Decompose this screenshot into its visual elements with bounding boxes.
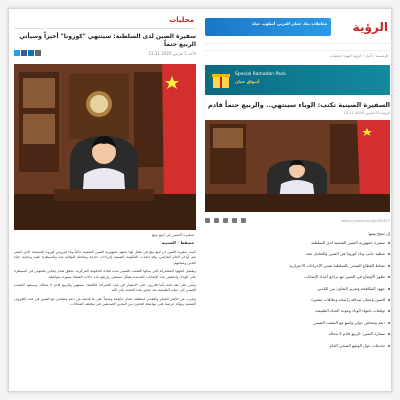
article-title[interactable]: سفيرة الصين لدى السلطنة: سينتهي "كورونا" أخيراً وسيأتي الربيع حتماً	[19, 33, 196, 48]
header-banner-ad[interactable]	[205, 18, 331, 36]
article-date: الأحد 1 مارس 2020 12:11	[148, 51, 196, 56]
list-item[interactable]: تحديثات حول الوضع الصحي العام	[205, 343, 390, 348]
share-bar	[205, 218, 390, 223]
nav-bar	[205, 43, 390, 51]
photo-caption: سفيرة الصين لي لينغ بينغ	[152, 232, 194, 237]
email-icon[interactable]	[232, 218, 237, 223]
ambassador-photo	[14, 64, 196, 230]
facebook-icon[interactable]	[205, 218, 210, 223]
list-item[interactable]: سفارة الصين: الربيع قادم لا محالة	[205, 331, 390, 336]
article-photo	[205, 120, 390, 212]
ad-subtitle: أسواق عمان	[235, 79, 260, 84]
ambassador-photo	[205, 120, 390, 212]
list-item[interactable]: تغطية جانب وباء كورونا في الصين والتعامل معه	[205, 251, 390, 256]
short-link[interactable]: https://alroya.om/p/261407	[340, 218, 390, 223]
twitter-icon[interactable]	[14, 50, 20, 56]
facebook-icon[interactable]	[21, 50, 27, 56]
article-body	[14, 250, 196, 311]
ad-title: Special Ramadan Pack	[235, 72, 286, 77]
site-header	[205, 14, 390, 40]
gift-icon	[211, 70, 231, 90]
list-item[interactable]: الصين وعمان صداقة راسخة وعلاقات متميزة	[205, 297, 390, 302]
article-title[interactable]: السفيرة الصينية تكتب: الوباء سينتهي.. والربيع حتماً قادم	[208, 101, 390, 109]
body-paragraph: ونحن على ثقة تامة بأننا قادرون على الانتصار في هذه المعركة، فالشتاء سينتهي والربيع قادم لا محالة، وسيعود الشعب الصيني إلى حياته الطبيعية بعد تجاوز هذه المحنة بإذن الله.	[14, 283, 196, 293]
article-left-panel	[14, 14, 196, 386]
share-icons	[205, 218, 246, 223]
divider	[14, 28, 196, 29]
category-label[interactable]: محليات	[169, 16, 194, 24]
linkedin-icon[interactable]	[28, 50, 34, 56]
list-item[interactable]: توقعات بانتهاء الوباء وعودة الحياة الطبيعية	[205, 308, 390, 313]
article-photo	[14, 64, 196, 230]
list-item[interactable]: تطور الأوضاع في الصين مع تراجع أعداد الإصابات	[205, 274, 390, 279]
ramadan-ad-banner[interactable]	[205, 65, 390, 95]
list-item[interactable]: دعم وتضامن دولي واسع مع الشعب الصيني	[205, 320, 390, 325]
breadcrumb[interactable]: الرئيسية / أخبار / الرؤية اليوم / محليات	[329, 54, 388, 58]
list-item[interactable]: نشاط القطاع الصحي بالسلطنة ضمن الإجراءات الاحترازية	[205, 263, 390, 268]
dateline: مسقط - الشبيبة	[161, 240, 194, 245]
twitter-icon[interactable]	[214, 218, 219, 223]
share-bar	[14, 50, 41, 56]
print-icon[interactable]	[241, 218, 246, 223]
article-date: الرؤية 01 مارس 2020 12:11	[343, 111, 390, 115]
article-right-panel	[205, 14, 390, 386]
list-item[interactable]: سفيرة جمهورية الصين الشعبية لدى السلطنة	[205, 240, 390, 245]
related-heading: إن تنجح يمنع:	[367, 231, 390, 236]
list-item[interactable]: جهود المكافحة وتعزيز التعاون بين البلدين	[205, 286, 390, 291]
related-list	[205, 231, 390, 348]
site-logo[interactable]: الرؤية	[352, 20, 388, 34]
body-paragraph: وبفضل الجهود المشتركة التي يبذلها الشعب الصيني تحت قيادة الحكومة المركزية، تحقق تقدم إيجابي ملموس في السيطرة على الوباء، وانخفض عدد الإصابات الجديدة بشكل مستمر، وارتفع عدد حالات الشفاء بصورة متواصلة.	[14, 269, 196, 279]
whatsapp-icon[interactable]	[223, 218, 228, 223]
print-icon[interactable]	[35, 50, 41, 56]
banner-text: معاملات بنك عمان العربي أسلوب حياة	[252, 21, 327, 26]
body-paragraph: كتبت سفيرة الصين لي لينغ بينغ في مقال لها: تشهد جمهورية الصين الشعبية حالياً وباء فيروس كورونا المستجد الذي انتشر منذ أواخر العام الماضي، وقد اتخذت الحكومة الصينية إجراءات حازمة وشاملة للوقاية منه والسيطرة عليه وحماية حياة الناس وصحتهم.	[14, 250, 196, 265]
body-paragraph: ونعرب عن خالص الشكر والتقدير لسلطنة عمان حكومة وشعباً على ما قدمته من دعم وتضامن مع الصين في هذه الظروف الصعبة، ونؤكد حرصنا على مواصلة التعاون بين البلدين الصديقين في مختلف المجالات.	[14, 296, 196, 307]
